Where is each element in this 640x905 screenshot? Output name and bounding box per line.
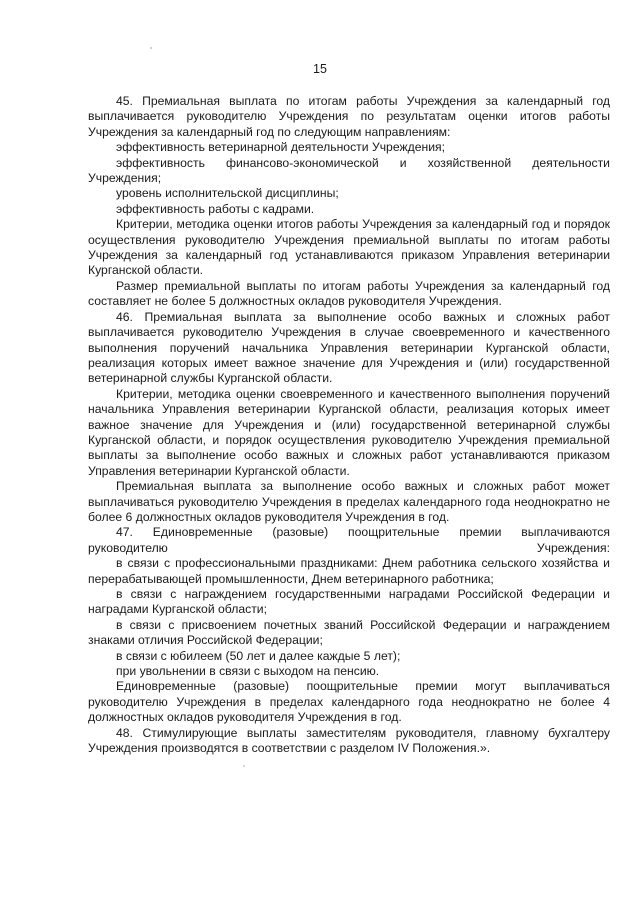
paragraph-45: 45. Премиальная выплата по итогам работы Учреждения за календарный год выплачивается руководителю Учреждения по результатам оценки итогов работы Учреждения за календарный год по следующим направлениям: bbox=[88, 94, 610, 139]
list-item-state-awards: в связи с награждением государственными наградами Российской Федерации и наградами Курганской области; bbox=[88, 587, 610, 617]
paragraph-criteria-46: Критерии, методика оценки своевременного и качественного выполнения поручений начальника Управления ветеринарии Курганской области, реализация которых имеет важное значение для Учреждения и (или) государственной ветеринарной службы Курганской области, и порядок осуществления руководителю Учреждения премиальной выплаты за выполнение особо важных и сложных работ устанавливаются приказом Управления ветеринарии Курганской области. bbox=[88, 386, 610, 478]
list-item-holidays: в связи с профессиональными праздниками: Днем работника сельского хозяйства и перерабатывающей промышленности, Днем ветеринарного работника; bbox=[88, 556, 610, 586]
scan-speck bbox=[150, 47, 152, 49]
paragraph-amount-45: Размер премиальной выплаты по итогам работы Учреждения за календарный год составляет не более 5 должностных окладов руководителя Учреждения. bbox=[88, 278, 610, 309]
list-item-discipline: уровень исполнительской дисциплины; bbox=[116, 186, 339, 201]
list-item-anniversary: в связи с юбилеем (50 лет и далее каждые 5 лет); bbox=[116, 648, 401, 663]
list-item-personnel: эффективность работы с кадрами. bbox=[116, 201, 315, 216]
paragraph-48: 48. Стимулирующие выплаты заместителям руководителя, главному бухгалтеру Учреждения производятся в соответствии с разделом IV Положения.». bbox=[88, 725, 610, 756]
paragraph-46: 46. Премиальная выплата за выполнение особо важных и сложных работ выплачивается руководителю Учреждения в случае своевременного и качественного выполнения поручений начальника Управления ветеринарии Курганской области, реализация которых имеет важное значение для Учреждения и (или) государственной ветеринарной службы Курганской области. bbox=[88, 309, 610, 386]
list-item-veterinary-efficiency: эффективность ветеринарной деятельности Учреждения; bbox=[116, 140, 446, 155]
paragraph-amount-46: Премиальная выплата за выполнение особо важных и сложных работ может выплачиваться руководителю Учреждения в пределах календарного года неоднократно не более 6 должностных окладов руководителя Учреждения в год. bbox=[88, 479, 610, 524]
page-number: 15 bbox=[313, 62, 327, 76]
paragraph-47: 47. Единовременные (разовые) поощрительные премии выплачиваются руководителю Учреждения: bbox=[88, 525, 610, 555]
document-body bbox=[88, 94, 610, 756]
list-item-financial-efficiency: эффективность финансово-экономической и хозяйственной деятельности Учреждения; bbox=[88, 155, 610, 186]
list-item-retirement: при увольнении в связи с выходом на пенсию. bbox=[116, 664, 380, 679]
list-item-honorary-titles: в связи с присвоением почетных званий Российской Федерации и награждением знаками отличия Российской Федерации; bbox=[88, 617, 610, 648]
paragraph-criteria-45: Критерии, методика оценки итогов работы Учреждения за календарный год и порядок осуществления руководителю Учреждения премиальной выплаты по итогам работы Учреждения за календарный год устанавливаются приказом Управления ветеринарии Курганской области. bbox=[88, 217, 610, 278]
paragraph-one-time-bonus: Единовременные (разовые) поощрительные премии могут выплачиваться руководителю Учреждения в пределах календарного года неоднократно не более 4 должностных окладов руководителя Учреждения в год. bbox=[88, 679, 610, 725]
scan-speck bbox=[243, 765, 245, 767]
